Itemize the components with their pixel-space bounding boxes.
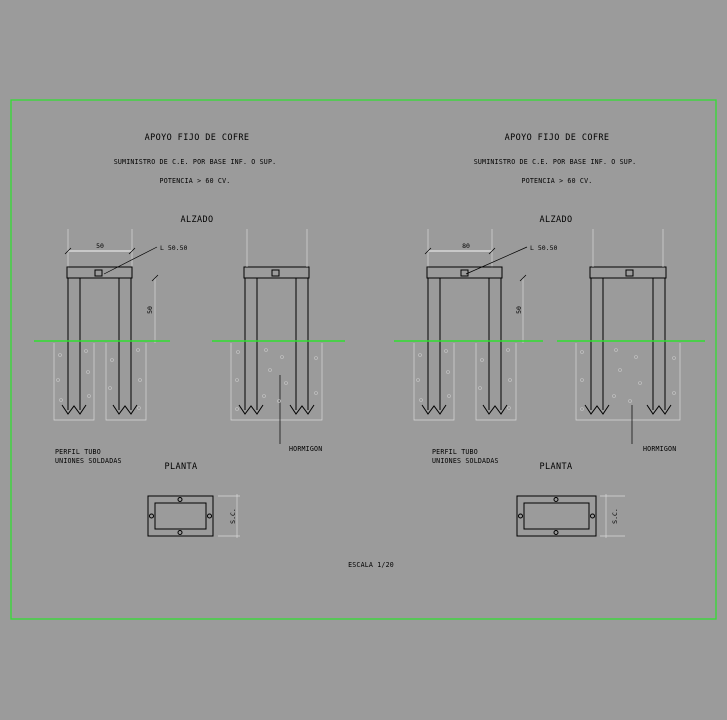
height-dimension [146, 275, 158, 343]
elevation-label: ALZADO [539, 215, 573, 225]
concrete-fill [417, 349, 676, 411]
profile-label: L 50.50 [530, 244, 558, 252]
detail-power: POTENCIA > 60 CV. [521, 177, 593, 185]
detail-right [394, 133, 705, 538]
plan-label: PLANTA [164, 462, 198, 472]
concrete-label: HORMIGON [289, 445, 323, 453]
plan-label: PLANTA [539, 462, 573, 472]
note-line-1: PERFIL TUBO [432, 448, 478, 456]
detail-title: APOYO FIJO DE COFRE [504, 133, 610, 143]
support-frame-1 [414, 267, 516, 420]
detail-left [34, 133, 345, 538]
note-line-2: UNIONES SOLDADAS [55, 457, 122, 465]
plan-view [148, 494, 240, 538]
dim-height-text: 50 [515, 306, 523, 314]
elevation-label: ALZADO [180, 215, 214, 225]
support-frame-1 [54, 267, 146, 420]
detail-subtitle: SUMINISTRO DE C.E. POR BASE INF. O SUP. [113, 158, 277, 166]
concrete-label: HORMIGON [643, 445, 677, 453]
scale-label: ESCALA 1/20 [348, 561, 394, 569]
dim-width-text: 80 [462, 242, 470, 250]
plan-view [517, 494, 625, 538]
concrete-fill [57, 349, 318, 411]
support-frame-2 [231, 229, 322, 444]
width-dimension [425, 229, 495, 268]
dim-height-text: 50 [146, 306, 154, 314]
note-line-2: UNIONES SOLDADAS [432, 457, 499, 465]
plan-dim-text: S.C. [611, 508, 619, 524]
profile-label: L 50.50 [160, 244, 188, 252]
plan-dim-text: S.C. [229, 508, 237, 524]
detail-power: POTENCIA > 60 CV. [159, 177, 231, 185]
detail-subtitle: SUMINISTRO DE C.E. POR BASE INF. O SUP. [473, 158, 637, 166]
detail-title: APOYO FIJO DE COFRE [144, 133, 250, 143]
dim-width-text: 50 [96, 242, 104, 250]
support-frame-2 [576, 229, 680, 444]
note-line-1: PERFIL TUBO [55, 448, 101, 456]
sheet-border [11, 100, 716, 619]
width-dimension [65, 229, 135, 268]
height-dimension [515, 275, 526, 343]
